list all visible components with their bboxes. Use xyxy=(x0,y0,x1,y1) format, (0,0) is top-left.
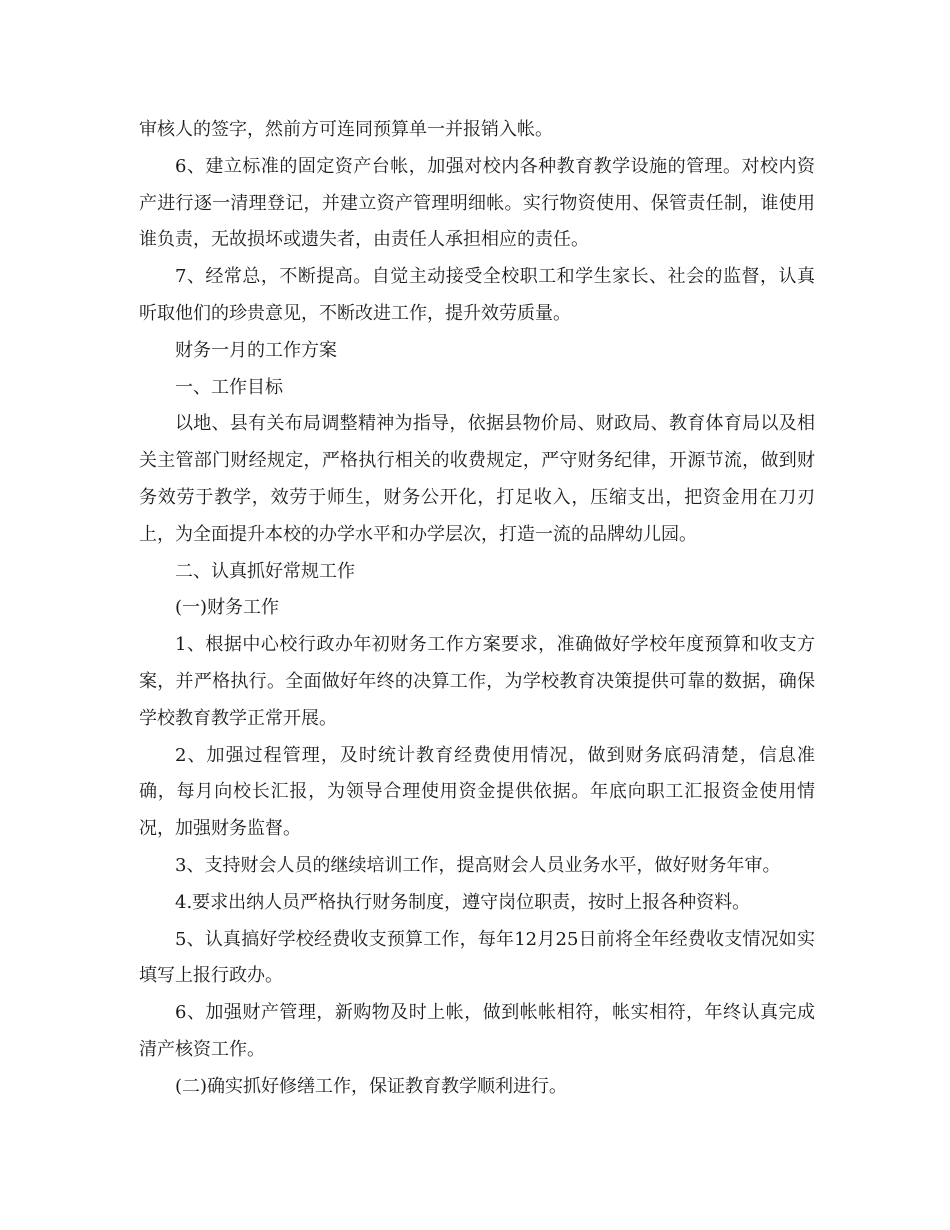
document-body xyxy=(139,112,815,1106)
paragraph-item-6-assets: 6、建立标准的固定资产台帐，加强对校内各种教育教学设施的管理。对校内资产进行逐一清理登记，并建立资产管理明细帐。实行物资使用、保管责任制，谁使用谁负责，无故损坏或遗失者，由责任人承担相应的责任。 xyxy=(139,155,815,251)
paragraph-item-1-budget: 1、根据中心校行政办年初财务工作方案要求，准确做好学校年度预算和收支方案，并严格执行。全面做好年终的决算工作，为学校教育决策提供可靠的数据，确保学校教育教学正常开展。 xyxy=(139,634,815,729)
subheading-finance-work: (一)财务工作 xyxy=(175,597,280,619)
heading-routine-work: 二、认真抓好常规工作 xyxy=(175,560,355,582)
paragraph-item-3-training: 3、支持财会人员的继续培训工作，提高财会人员业务水平，做好财务年审。 xyxy=(175,854,781,876)
paragraph-item-7-improve: 7、经常总，不断提高。自觉主动接受全校职工和学生家长、社会的监督，认真听取他们的珍贵意见，不断改进工作，提升效劳质量。 xyxy=(139,266,815,324)
paragraph-item-6-property: 6、加强财产管理，新购物及时上帐，做到帐帐相符，帐实相符，年终认真完成清产核资工作。 xyxy=(139,1002,815,1060)
paragraph-continuation: 审核人的签字，然前方可连同预算单一并报销入帐。 xyxy=(139,119,553,140)
section-title: 财务一月的工作方案 xyxy=(175,339,337,361)
heading-work-goals: 一、工作目标 xyxy=(175,376,283,398)
paragraph-item-5-report: 5、认真搞好学校经费收支预算工作，每年12月25日前将全年经费收支情况如实填写上报行政办。 xyxy=(139,928,815,987)
subheading-repair-work: (二)确实抓好修缮工作，保证教育教学顺利进行。 xyxy=(175,1075,568,1097)
paragraph-goals: 以地、县有关布局调整精神为指导，依据县物价局、财政局、教育体育局以及相关主管部门财经规定，严格执行相关的收费规定，严守财务纪律，开源节流，做到财务效劳于教学，效劳于师生，财务公开化，打足收入，压缩支出，把资金用在刀刃上，为全面提升本校的办学水平和办学层次，打造一流的品牌幼儿园。 xyxy=(139,413,815,545)
paragraph-item-4-cashier: 4.要求出纳人员严格执行财务制度，遵守岗位职责，按时上报各种资料。 xyxy=(175,891,751,913)
paragraph-item-2-process: 2、加强过程管理，及时统计教育经费使用情况，做到财务底码清楚，信息准确，每月向校长汇报，为领导合理使用资金提供依据。年底向职工汇报资金使用情况，加强财务监督。 xyxy=(139,744,815,840)
